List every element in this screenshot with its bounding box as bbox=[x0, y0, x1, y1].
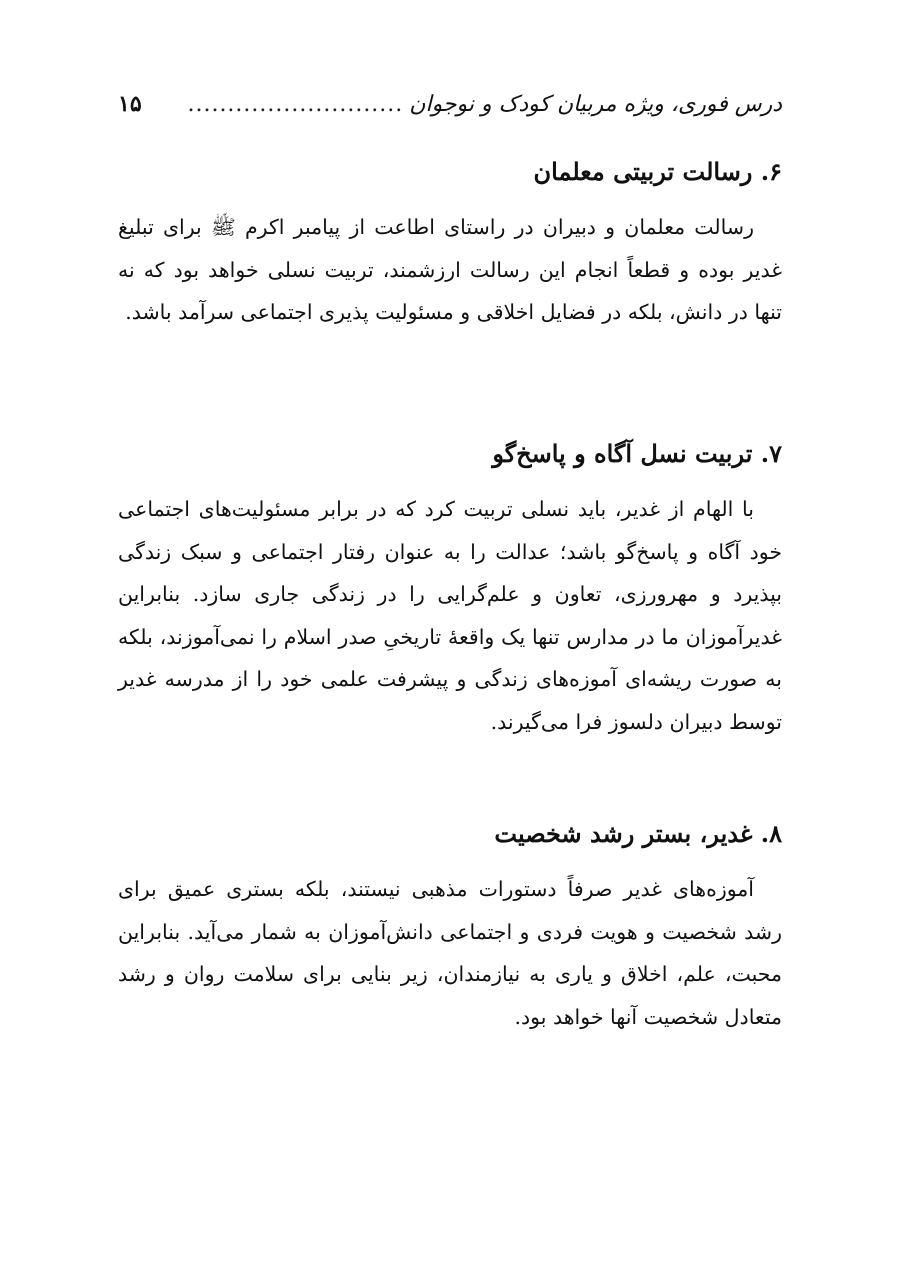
section-7 bbox=[118, 434, 782, 743]
book-page bbox=[118, 0, 782, 1277]
section-paragraph: آموزه‌های غدیر صرفاً دستورات مذهبی نیستند، بلکه بستری عمیق برای رشد شخصیت و هویت فردی و اجتماعی دانش‌آموزان به شمار می‌آید. بنابراین محبت، علم، اخلاق و یاری به نیازمندان، زیر بنایی برای سلامت روان و رشد متعادل شخصیت آنها خواهد بود. bbox=[118, 877, 782, 1029]
section-heading: ۶. رسالت تربیتی معلمان bbox=[533, 157, 782, 186]
section-6 bbox=[118, 152, 782, 334]
section-paragraph: رسالت معلمان و دبیران در راستای اطاعت از پیامبر اکرم ﷺ برای تبلیغ غدیر بوده و قطعاً انجام این رسالت ارزشمند، تربیت نسلی خواهد بود که نه تنها در دانش، بلکه در فضایل اخلاقی و مسئولیت پذیری اجتماعی سرآمد باشد. bbox=[118, 215, 782, 324]
section-8 bbox=[118, 814, 782, 1038]
book-title: درس فوری، ویژه مربیان کودک و نوجوان bbox=[409, 91, 782, 117]
section-heading: ۷. تربیت نسل آگاه و پاسخ‌گو bbox=[492, 439, 782, 468]
page-number: ۱۵ bbox=[118, 91, 142, 117]
running-header bbox=[118, 84, 782, 124]
section-heading: ۸. غدیر، بستر رشد شخصیت bbox=[494, 819, 782, 848]
section-paragraph: با الهام از غدیر، باید نسلی تربیت کرد که در برابر مسئولیت‌های اجتماعی خود آگاه و پاسخ‌گو باشد؛ عدالت را به عنوان رفتار اجتماعی و سبک زندگی بپذیرد و مهرورزی، تعاون و علم‌گرایی را در زندگی جاری سازد. بنابراین غدیرآموزان ما در مدارس تنها یک واقعهٔ تاریخیِ صدر اسلام را نمی‌آموزند، بلکه به صورت ریشه‌ای آموزه‌های زندگی و پیشرفت علمی خود را از مدرسه غدیر توسط دبیران دلسوز فرا می‌گیرند. bbox=[118, 497, 782, 734]
dot-leader: ........................... bbox=[187, 91, 404, 117]
